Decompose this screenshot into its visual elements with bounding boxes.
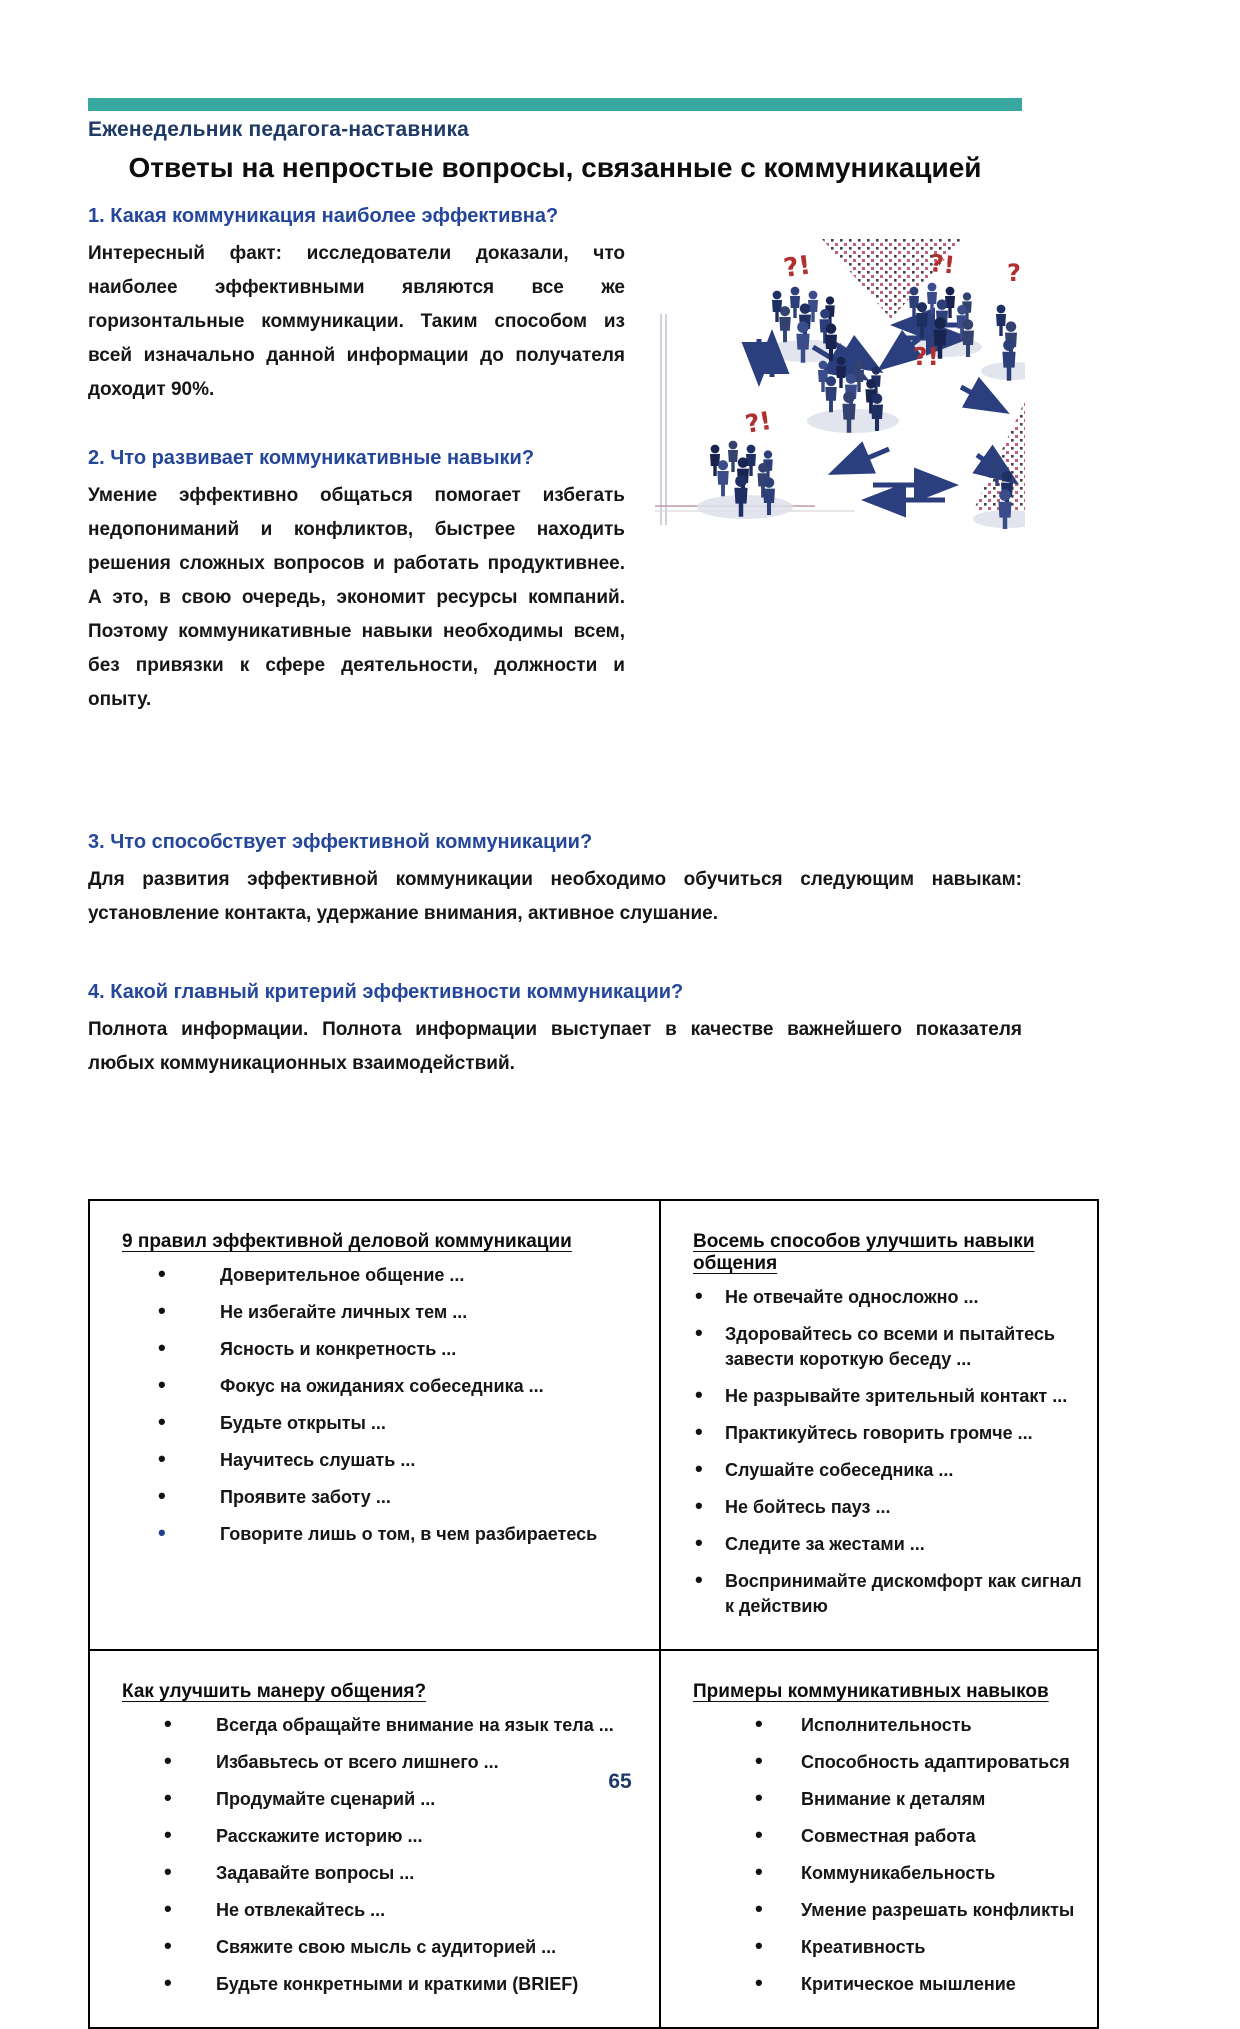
- list-item: • Свяжите свою мысль с аудиторией ...: [112, 1935, 645, 1960]
- bullet-list: [112, 1263, 645, 1547]
- section-4-body: Полнота информации. Полнота информации выступает в качестве важнейшего показателя любых коммуникационных взаимодействий.: [88, 1018, 1022, 1074]
- list-item: • Критическое мышление: [683, 1972, 1083, 1997]
- cell-title: Как улучшить манеру общения?: [122, 1680, 427, 1702]
- list-item: • Ясность и конкретность ...: [112, 1337, 645, 1362]
- list-item: • Избавьтесь от всего лишнего ...: [112, 1750, 645, 1775]
- list-item: • Совместная работа: [683, 1824, 1083, 1849]
- list-item: • Говорите лишь о том, в чем разбираетесь: [112, 1522, 645, 1547]
- list-item: • Расскажите историю ...: [112, 1824, 645, 1849]
- section-2-heading: 2. Что развивает коммуникативные навыки?: [88, 446, 535, 469]
- list-item: • Следите за жестами ...: [683, 1532, 1083, 1557]
- list-item: • Не отвечайте односложно ...: [683, 1285, 1083, 1310]
- list-item: • Слушайте собеседника ...: [683, 1458, 1083, 1483]
- communication-tips-table: [88, 1199, 1099, 2029]
- list-item: • Креативность: [683, 1935, 1083, 1960]
- section-1-heading: 1. Какая коммуникация наиболее эффективна?: [88, 204, 559, 227]
- list-item: • Здоровайтесь со всеми и пытайтесь завести короткую беседу ...: [683, 1322, 1083, 1372]
- list-item: • Исполнительность: [683, 1713, 1083, 1738]
- list-item: • Будьте конкретными и краткими (BRIEF): [112, 1972, 645, 1997]
- list-item: • Задавайте вопросы ...: [112, 1861, 645, 1886]
- svg-text:?!: ?!: [743, 405, 774, 439]
- list-item: • Проявите заботу ...: [112, 1485, 645, 1510]
- newsletter-label: Еженедельник педагога-наставника: [88, 118, 470, 141]
- table-cell-improve-skills: [660, 1200, 1098, 1650]
- communication-groups-illustration: [655, 219, 1025, 529]
- list-item: • Не бойтесь пауз ...: [683, 1495, 1083, 1520]
- page-title: Ответы на непростые вопросы, связанные с коммуникацией: [128, 152, 982, 183]
- bullet-list: [683, 1285, 1083, 1619]
- section-3-body: Для развития эффективной коммуникации необходимо обучиться следующим навыкам: установление контакта, удержание внимания, активное слушание.: [88, 868, 1022, 924]
- section-1: [88, 203, 625, 407]
- svg-text:?!: ?!: [928, 248, 957, 280]
- list-item: • Будьте открыты ...: [112, 1411, 645, 1436]
- table-cell-improve-manner: [89, 1650, 660, 2028]
- list-item: • Практикуйтесь говорить громче ...: [683, 1421, 1083, 1446]
- list-item: • Фокус на ожиданиях собеседника ...: [112, 1374, 645, 1399]
- list-item: • Доверительное общение ...: [112, 1263, 645, 1288]
- cell-title: 9 правил эффективной деловой коммуникации: [122, 1230, 572, 1252]
- section-2: [88, 445, 625, 717]
- top-two-column-area: [88, 203, 1022, 793]
- list-item: • Научитесь слушать ...: [112, 1448, 645, 1473]
- list-item: • Не разрывайте зрительный контакт ...: [683, 1384, 1083, 1409]
- section-4: [88, 979, 1022, 1081]
- section-1-body: Интересный факт: исследователи доказали, что наиболее эффективными являются все же горизонтальные коммуникации. Таким способом из всей изначально данной информации до получателя доходит 90%.: [88, 242, 625, 400]
- svg-text:?: ?: [1007, 258, 1021, 287]
- list-item: • Всегда обращайте внимание на язык тела ...: [112, 1713, 645, 1738]
- section-2-body: Умение эффективно общаться помогает избегать недопониманий и конфликтов, быстрее находить решения сложных вопросов и работать продуктивнее. А это, в свою очередь, экономит ресурсы компаний. Поэтому коммуникативные навыки необходимы всем, без привязки к сфере деятельности, должности и опыту.: [88, 484, 625, 710]
- figure-guide-lines: [661, 314, 666, 525]
- svg-text:?!: ?!: [781, 250, 813, 284]
- list-item: • Не избегайте личных тем ...: [112, 1300, 645, 1325]
- page-number: 65: [608, 1770, 632, 1793]
- section-3: [88, 829, 1022, 931]
- bullet-list: [683, 1713, 1083, 1997]
- list-item: • Не отвлекайтесь ...: [112, 1898, 645, 1923]
- communication-clipart: [655, 219, 1025, 529]
- svg-text:?!: ?!: [913, 341, 939, 371]
- list-item: • Продумайте сценарий ...: [112, 1787, 645, 1812]
- list-item: • Способность адаптироваться: [683, 1750, 1083, 1775]
- top-accent-bar: [88, 98, 1022, 111]
- section-3-heading: 3. Что способствует эффективной коммуникации?: [88, 830, 593, 853]
- list-item: • Внимание к деталям: [683, 1787, 1083, 1812]
- bullet-list: [112, 1713, 645, 1997]
- document-page: [0, 98, 1240, 1994]
- table-cell-business-rules: [89, 1200, 660, 1650]
- people-clusters: [710, 282, 1025, 528]
- section-4-heading: 4. Какой главный критерий эффективности коммуникации?: [88, 980, 684, 1003]
- page-content: [88, 98, 1082, 2029]
- list-item: • Коммуникабельность: [683, 1861, 1083, 1886]
- list-item: • Умение разрешать конфликты: [683, 1898, 1083, 1923]
- text-column: [88, 203, 625, 717]
- table-cell-skill-examples: [660, 1650, 1098, 2028]
- cell-title: Восемь способов улучшить навыки общения: [693, 1230, 1035, 1274]
- list-item: • Воспринимайте дискомфорт как сигнал к действию: [683, 1569, 1083, 1619]
- cell-title: Примеры коммуникативных навыков: [693, 1680, 1049, 1702]
